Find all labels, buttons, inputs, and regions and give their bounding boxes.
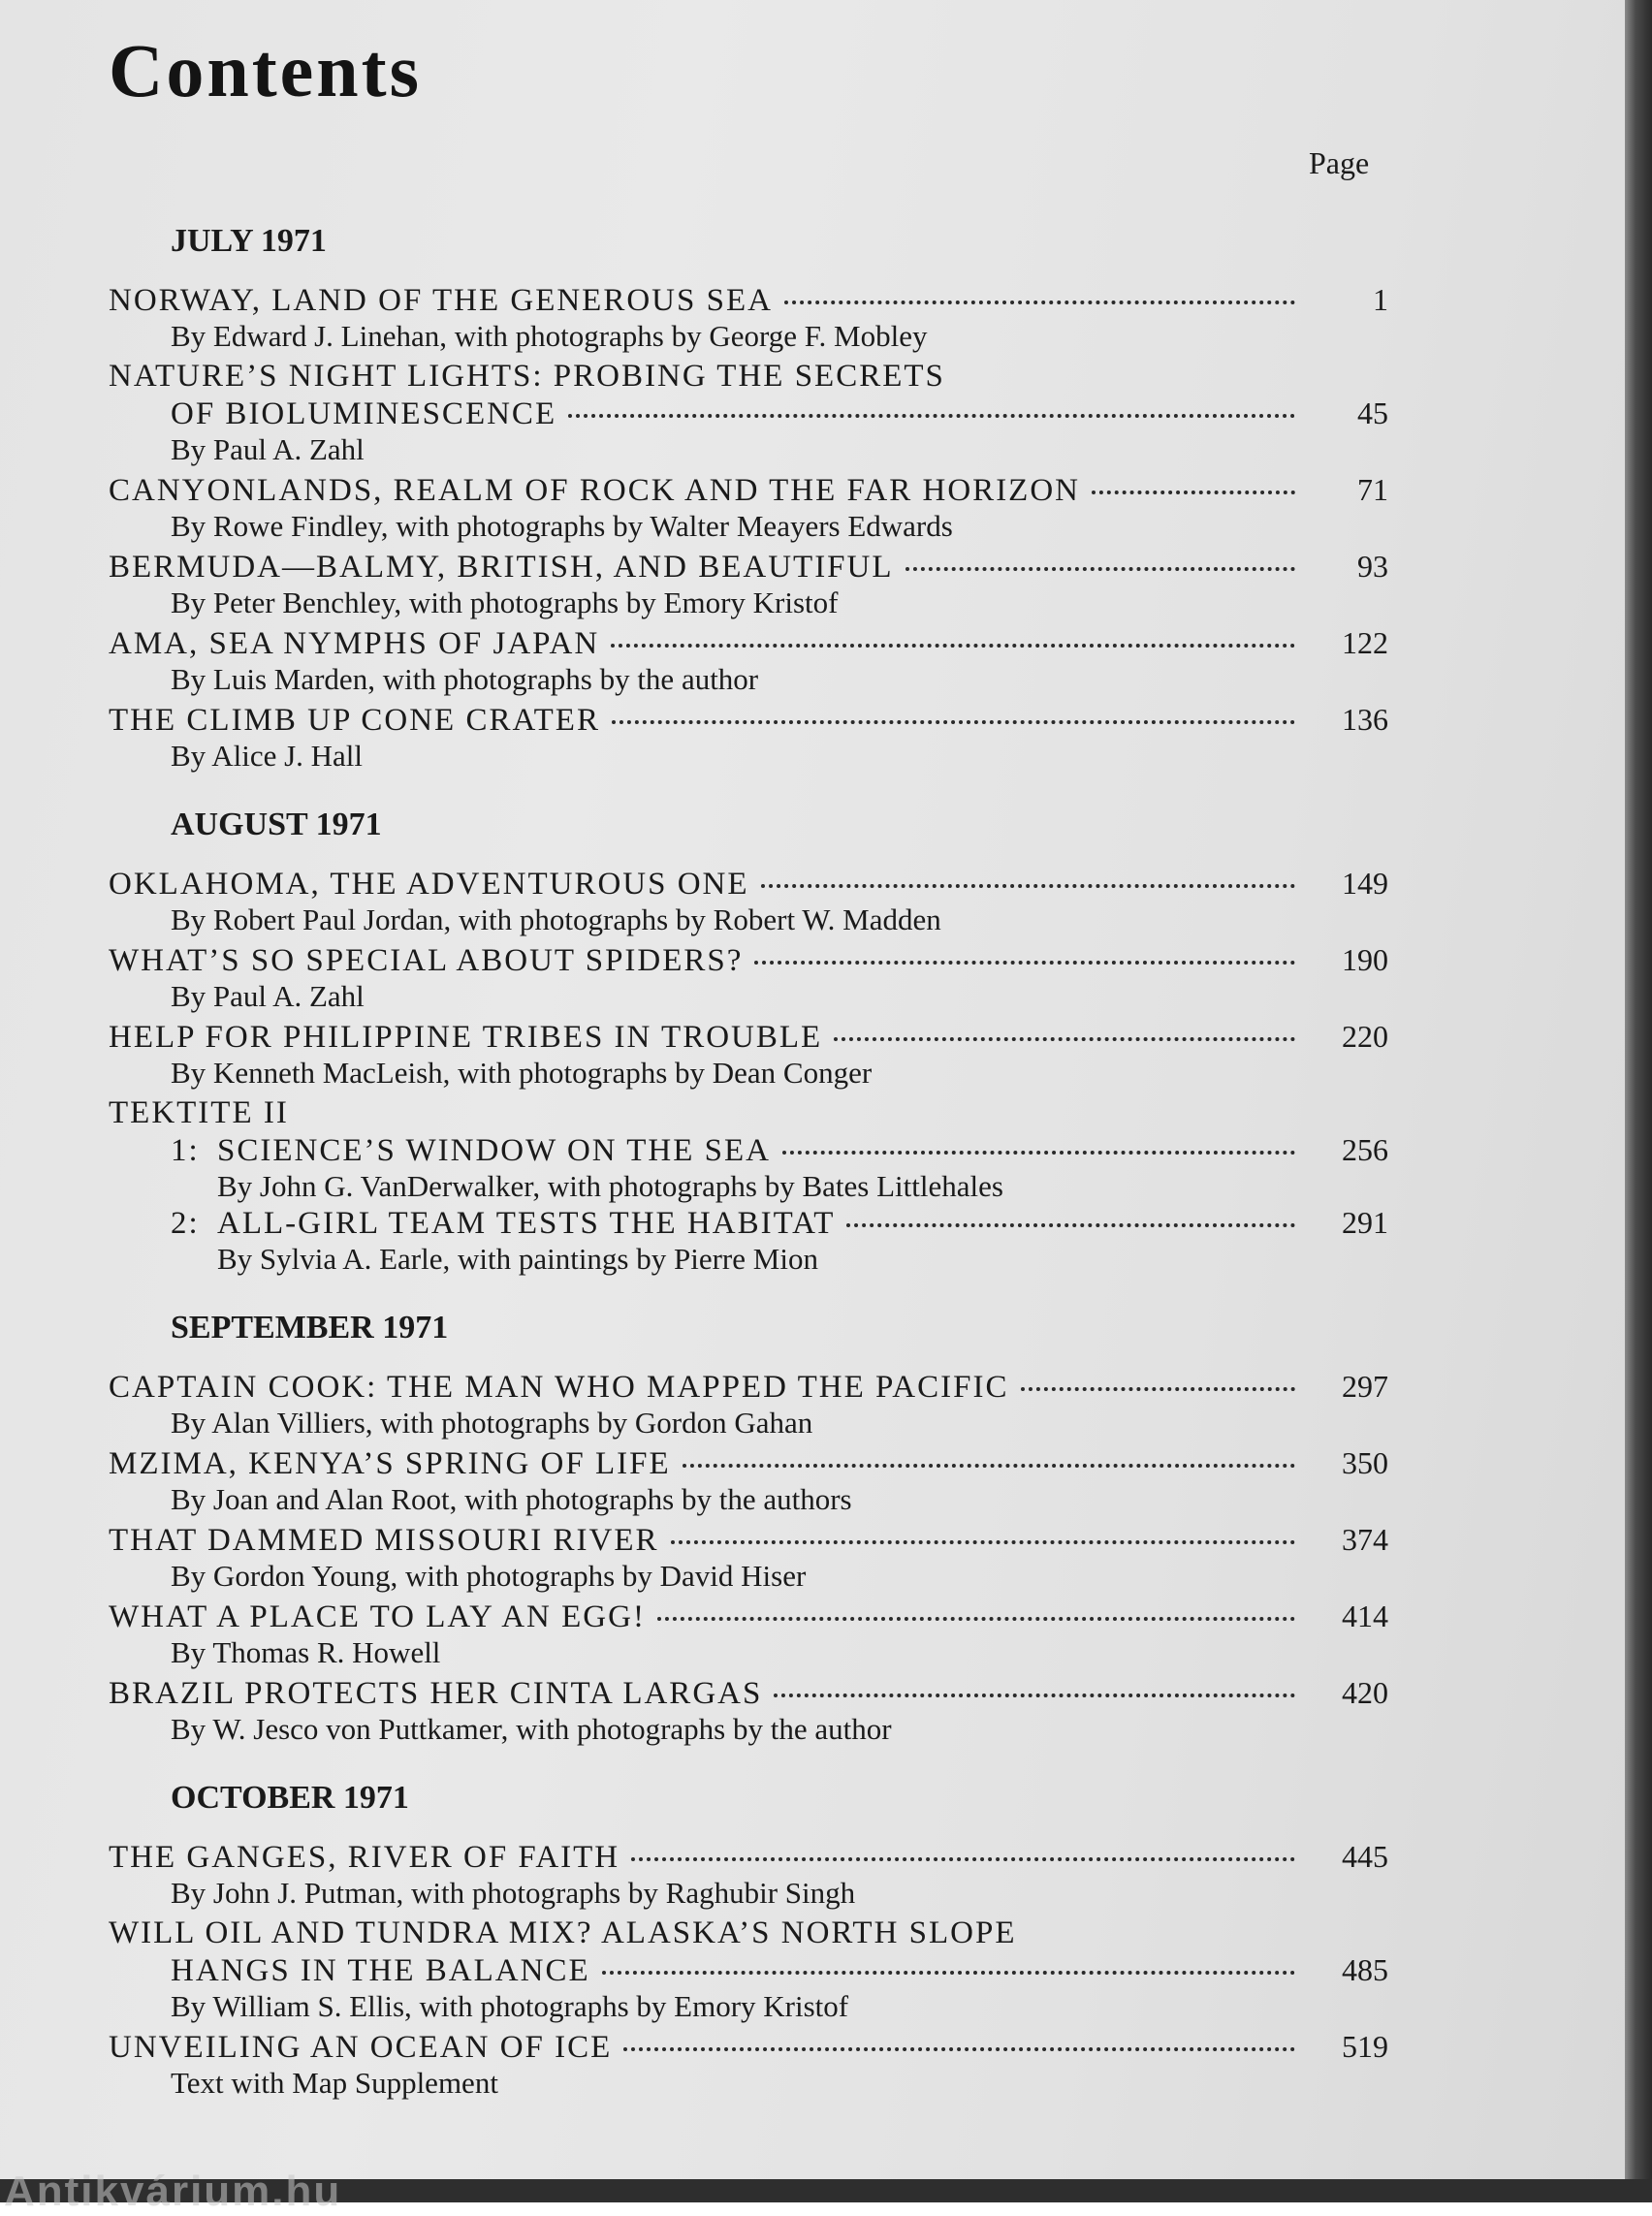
- page-number: 414: [1342, 1599, 1388, 1633]
- toc-entry: [109, 1598, 1388, 1670]
- article-title: WHAT A PLACE TO LAY AN EGG!: [109, 1599, 646, 1634]
- table-of-contents: [109, 213, 1388, 2105]
- toc-entry: [109, 1521, 1388, 1594]
- byline: By Joan and Alan Root, with photographs by the authors: [171, 1482, 852, 1516]
- article-title: HELP FOR PHILIPPINE TRIBES IN TROUBLE: [109, 1020, 823, 1055]
- toc-entry: [109, 1018, 1388, 1091]
- byline: Text with Map Supplement: [171, 2066, 498, 2100]
- byline: By Rowe Findley, with photographs by Walter Meayers Edwards: [171, 509, 953, 543]
- page-number: 350: [1342, 1445, 1388, 1480]
- page-number: 519: [1342, 2029, 1388, 2064]
- article-title-line2: HANGS IN THE BALANCE: [171, 1953, 590, 1988]
- page-number: 71: [1357, 472, 1388, 507]
- page-number: 291: [1342, 1205, 1388, 1240]
- toc-entry: [109, 1915, 1388, 2024]
- article-title: WHAT’S SO SPECIAL ABOUT SPIDERS?: [109, 943, 744, 978]
- page-number: 445: [1342, 1839, 1388, 1874]
- toc-entry: [109, 358, 1388, 467]
- article-subtitle: SCIENCE’S WINDOW ON THE SEA: [217, 1133, 771, 1168]
- toc-entry: [109, 1838, 1388, 1911]
- article-title-line2: OF BIOLUMINESCENCE: [171, 396, 557, 431]
- dot-leader: [568, 414, 1295, 418]
- article-title-line1: WILL OIL AND TUNDRA MIX? ALASKA’S NORTH SLOPE: [109, 1915, 1017, 1950]
- dot-leader: [846, 1223, 1295, 1227]
- byline: By Sylvia A. Earle, with paintings by Pierre Mion: [217, 1242, 818, 1276]
- toc-entry: [109, 1368, 1388, 1440]
- byline: By Alice J. Hall: [171, 739, 364, 773]
- dot-leader: [623, 2047, 1295, 2051]
- month-heading-september: SEPTEMBER 1971: [171, 1310, 449, 1345]
- article-title: NORWAY, LAND OF THE GENEROUS SEA: [109, 283, 773, 318]
- article-title: AMA, SEA NYMPHS OF JAPAN: [109, 626, 600, 661]
- toc-entry: [109, 281, 1388, 354]
- page-number: 420: [1342, 1675, 1388, 1710]
- byline: By William S. Ellis, with photographs by Emory Kristof: [171, 1989, 849, 2023]
- toc-entry: [109, 941, 1388, 1014]
- article-title: UNVEILING AN OCEAN OF ICE: [109, 2030, 613, 2065]
- page-number: 297: [1342, 1369, 1388, 1404]
- byline: By Kenneth MacLeish, with photographs by Dean Conger: [171, 1056, 873, 1090]
- page-title: Contents: [109, 28, 423, 112]
- byline: By W. Jesco von Puttkamer, with photographs by the author: [171, 1712, 892, 1746]
- toc-entry: [109, 548, 1388, 620]
- byline: By Edward J. Linehan, with photographs by George F. Mobley: [171, 319, 928, 353]
- dot-leader: [657, 1617, 1295, 1621]
- dot-leader: [754, 961, 1295, 965]
- dot-leader: [905, 567, 1295, 571]
- byline: By Robert Paul Jordan, with photographs by Robert W. Madden: [171, 902, 941, 936]
- dot-leader: [834, 1037, 1295, 1041]
- byline: By John G. VanDerwalker, with photographs by Bates Littlehales: [217, 1169, 1003, 1203]
- article-title: BRAZIL PROTECTS HER CINTA LARGAS: [109, 1676, 763, 1711]
- dot-leader: [683, 1464, 1295, 1468]
- page-number: 93: [1357, 549, 1388, 584]
- month-heading-october: OCTOBER 1971: [171, 1780, 409, 1816]
- page-number: 149: [1342, 866, 1388, 901]
- book-spine-edge: [1625, 0, 1652, 2202]
- dot-leader: [611, 644, 1295, 648]
- toc-entry: [109, 865, 1388, 937]
- article-title: TEKTITE II: [109, 1095, 289, 1130]
- byline: By Paul A. Zahl: [171, 432, 365, 466]
- toc-entry: [109, 1094, 1388, 1277]
- article-title: CAPTAIN COOK: THE MAN WHO MAPPED THE PACIFIC: [109, 1370, 1009, 1405]
- dot-leader: [602, 1971, 1295, 1975]
- byline: By Peter Benchley, with photographs by Emory Kristof: [171, 586, 839, 619]
- byline: By Alan Villiers, with photographs by Gordon Gahan: [171, 1406, 813, 1440]
- part-number: 1:: [171, 1133, 200, 1168]
- page-number: 45: [1357, 396, 1388, 430]
- page-column-label: Page: [1309, 145, 1370, 180]
- dot-leader: [1021, 1387, 1296, 1391]
- page-number: 374: [1342, 1522, 1388, 1557]
- byline: By John J. Putman, with photographs by Raghubir Singh: [171, 1876, 856, 1910]
- page-number: 122: [1342, 625, 1388, 660]
- toc-entry: [109, 1444, 1388, 1517]
- byline: By Luis Marden, with photographs by the author: [171, 662, 759, 696]
- month-heading-july: JULY 1971: [171, 223, 327, 259]
- toc-entry: [109, 1674, 1388, 1747]
- article-title: THE CLIMB UP CONE CRATER: [109, 703, 600, 738]
- dot-leader: [631, 1857, 1295, 1861]
- article-title: OKLAHOMA, THE ADVENTUROUS ONE: [109, 867, 749, 902]
- page-number: 485: [1342, 1952, 1388, 1987]
- page-number: 1: [1373, 282, 1388, 317]
- article-title-line1: NATURE’S NIGHT LIGHTS: PROBING THE SECRETS: [109, 359, 945, 394]
- page-number: 256: [1342, 1132, 1388, 1167]
- part-number: 2:: [171, 1206, 200, 1241]
- article-title: THAT DAMMED MISSOURI RIVER: [109, 1523, 659, 1558]
- toc-entry: [109, 701, 1388, 774]
- page-number: 136: [1342, 702, 1388, 737]
- dot-leader: [612, 720, 1295, 724]
- dot-leader: [671, 1540, 1295, 1544]
- toc-entry: [109, 2028, 1388, 2101]
- watermark: Antikvárium.hu: [4, 2168, 342, 2215]
- page-number: 190: [1342, 942, 1388, 977]
- dot-leader: [784, 301, 1295, 304]
- byline: By Paul A. Zahl: [171, 979, 365, 1013]
- article-title: MZIMA, KENYA’S SPRING OF LIFE: [109, 1446, 671, 1481]
- dot-leader: [761, 884, 1295, 888]
- month-heading-august: AUGUST 1971: [171, 807, 382, 842]
- dot-leader: [1092, 491, 1295, 494]
- toc-entry: [109, 471, 1388, 544]
- article-title: BERMUDA—BALMY, BRITISH, AND BEAUTIFUL: [109, 550, 894, 585]
- byline: By Gordon Young, with photographs by David Hiser: [171, 1559, 807, 1593]
- article-title: THE GANGES, RIVER OF FAITH: [109, 1840, 620, 1875]
- page-number: 220: [1342, 1019, 1388, 1054]
- article-title: CANYONLANDS, REALM OF ROCK AND THE FAR HORIZON: [109, 473, 1080, 508]
- dot-leader: [782, 1151, 1295, 1155]
- dot-leader: [774, 1694, 1295, 1697]
- byline: By Thomas R. Howell: [171, 1635, 441, 1669]
- article-subtitle: ALL-GIRL TEAM TESTS THE HABITAT: [217, 1206, 836, 1241]
- toc-entry: [109, 624, 1388, 697]
